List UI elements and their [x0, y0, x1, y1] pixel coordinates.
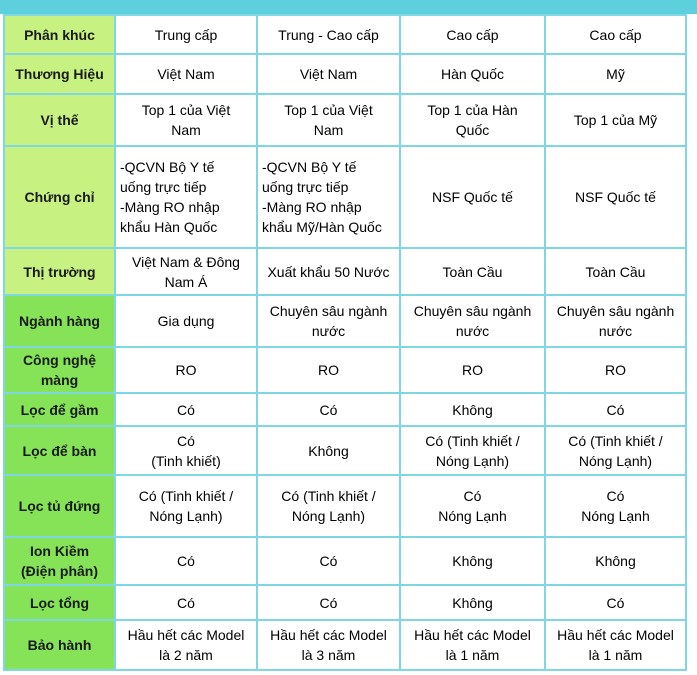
table-cell: Có (Tinh khiết / Nóng Lạnh) — [400, 426, 545, 475]
table-cell: Hầu hết các Model là 2 năm — [115, 620, 257, 670]
table-cell: Cao cấp — [545, 15, 686, 54]
table-cell: RO — [257, 347, 400, 393]
table-cell: RO — [545, 347, 686, 393]
table-cell: Hầu hết các Model là 3 năm — [257, 620, 400, 670]
table-cell: NSF Quốc tế — [400, 146, 545, 248]
table-cell: Top 1 của Hàn Quốc — [400, 94, 545, 146]
table-cell: Không — [545, 537, 686, 585]
table-cell: RO — [400, 347, 545, 393]
row-label: Phân khúc — [4, 15, 115, 54]
table-row-nganh-hang — [4, 295, 686, 347]
table-row-ion-kiem — [4, 537, 686, 585]
table-row-vi-the — [4, 94, 686, 146]
row-label: Ngành hàng — [4, 295, 115, 347]
table-cell: RO — [115, 347, 257, 393]
row-label: Ion Kiềm (Điện phân) — [4, 537, 115, 585]
table-row-loc-de-ban — [4, 426, 686, 475]
row-label: Thương Hiệu — [4, 54, 115, 94]
table-cell: Có — [545, 393, 686, 426]
table-cell: Hầu hết các Model là 1 năm — [545, 620, 686, 670]
comparison-table — [3, 14, 687, 671]
table-cell: -QCVN Bộ Y tế uống trực tiếp -Màng RO nhập khẩu Mỹ/Hàn Quốc — [257, 146, 400, 248]
table-row-phan-khuc — [4, 15, 686, 54]
table-cell: Có Nóng Lạnh — [545, 475, 686, 537]
row-label: Bảo hành — [4, 620, 115, 670]
table-cell: Chuyên sâu ngành nước — [400, 295, 545, 347]
table-row-bao-hanh — [4, 620, 686, 670]
row-label: Công nghệ màng — [4, 347, 115, 393]
table-cell: Chuyên sâu ngành nước — [545, 295, 686, 347]
table-cell: Toàn Cầu — [400, 248, 545, 295]
table-cell: Mỹ — [545, 54, 686, 94]
table-cell: Có — [115, 537, 257, 585]
table-cell: Có (Tinh khiết / Nóng Lạnh) — [545, 426, 686, 475]
table-cell: Trung cấp — [115, 15, 257, 54]
table-cell: Việt Nam & Đông Nam Á — [115, 248, 257, 295]
table-cell: Top 1 của Việt Nam — [115, 94, 257, 146]
table-cell: Có (Tinh khiết / Nóng Lạnh) — [257, 475, 400, 537]
table-cell: Có — [257, 585, 400, 620]
table-cell: Gia dụng — [115, 295, 257, 347]
table-row-thuong-hieu — [4, 54, 686, 94]
table-cell: Hầu hết các Model là 1 năm — [400, 620, 545, 670]
table-cell: Chuyên sâu ngành nước — [257, 295, 400, 347]
row-label: Lọc tủ đứng — [4, 475, 115, 537]
table-cell: Hàn Quốc — [400, 54, 545, 94]
table-cell: NSF Quốc tế — [545, 146, 686, 248]
table-row-thi-truong — [4, 248, 686, 295]
table-cell: Top 1 của Mỹ — [545, 94, 686, 146]
table-row-cong-nghe-mang — [4, 347, 686, 393]
table-cell: Không — [400, 393, 545, 426]
table-cell: Có Nóng Lạnh — [400, 475, 545, 537]
table-row-loc-tu-dung — [4, 475, 686, 537]
table-cell: Có — [257, 393, 400, 426]
table-row-loc-tong — [4, 585, 686, 620]
table-cell: Có — [257, 537, 400, 585]
table-cell: Có (Tinh khiết) — [115, 426, 257, 475]
row-label: Lọc để gầm — [4, 393, 115, 426]
table-cell: Không — [257, 426, 400, 475]
row-label: Lọc tổng — [4, 585, 115, 620]
row-label: Chứng chỉ — [4, 146, 115, 248]
header-bar — [0, 0, 697, 14]
table-cell: Có — [115, 585, 257, 620]
table-cell: Top 1 của Việt Nam — [257, 94, 400, 146]
table-cell: Không — [400, 585, 545, 620]
table-cell: Có (Tinh khiết / Nóng Lạnh) — [115, 475, 257, 537]
table-row-chung-chi — [4, 146, 686, 248]
table-cell: Xuất khẩu 50 Nước — [257, 248, 400, 295]
row-label: Thị trường — [4, 248, 115, 295]
table-cell: Không — [400, 537, 545, 585]
row-label: Vị thế — [4, 94, 115, 146]
table-cell: Có — [115, 393, 257, 426]
table-cell: Cao cấp — [400, 15, 545, 54]
table-cell: Việt Nam — [257, 54, 400, 94]
row-label: Lọc để bàn — [4, 426, 115, 475]
table-cell: Có — [545, 585, 686, 620]
table-row-loc-de-gam — [4, 393, 686, 426]
table-cell: Toàn Cầu — [545, 248, 686, 295]
table-cell: -QCVN Bộ Y tế uống trực tiếp -Màng RO nhập khẩu Hàn Quốc — [115, 146, 257, 248]
table-cell: Việt Nam — [115, 54, 257, 94]
table-cell: Trung - Cao cấp — [257, 15, 400, 54]
